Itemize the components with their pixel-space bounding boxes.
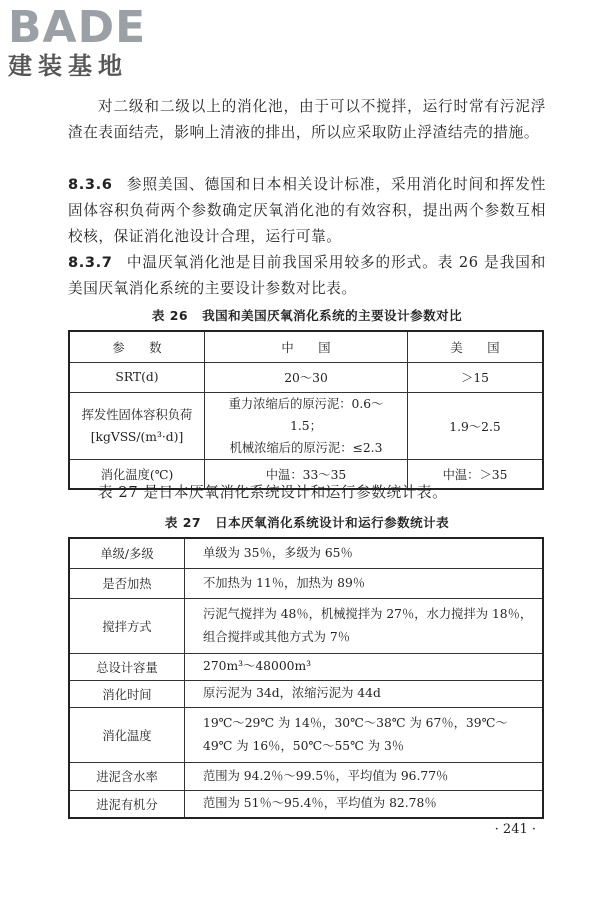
paragraph-text: 参照美国、德国和日本相关设计标准，采用消化时间和挥发性固体容积负荷两个参数确定厌氧消化池的有效容积，提出两个参数互相校核，保证消化池设计合理，运行可靠。 — [68, 176, 546, 245]
key-cell: 消化温度 — [69, 707, 185, 762]
table-row — [69, 762, 543, 790]
param-cell: 消化温度(℃) — [69, 459, 205, 489]
param-line: 挥发性固体容积负荷 — [81, 407, 193, 422]
section-number: 8.3.7 — [68, 254, 113, 271]
table-row — [69, 790, 543, 818]
paragraph-8-3-6 — [68, 172, 546, 250]
china-cell: 中温：33～35 — [205, 459, 408, 489]
china-cell — [205, 392, 408, 459]
value-cell: 范围为 94.2％～99.5％，平均值为 96.77％ — [185, 762, 544, 790]
paragraph-4 — [68, 480, 546, 506]
paragraph-text: 表 27 是日本厌氧消化系统设计和运行参数统计表。 — [98, 484, 448, 501]
paragraph-text: 对二级和二级以上的消化池，由于可以不搅拌，运行时常有污泥浮渣在表面结壳，影响上清液的排出，所以应采取防止浮渣结壳的措施。 — [68, 98, 546, 141]
table-row — [69, 362, 543, 392]
china-cell: 20～30 — [205, 362, 408, 392]
logo-subtitle: 建装基地 — [8, 52, 128, 80]
bade-logo — [8, 2, 178, 80]
table-row — [69, 538, 543, 568]
key-cell: 单级/多级 — [69, 538, 185, 568]
value-cell: 污泥气搅拌为 48％，机械搅拌为 27％，水力搅拌为 18％，组合搅拌或其他方式为 7％ — [185, 598, 544, 653]
key-cell: 消化时间 — [69, 680, 185, 707]
table-27 — [68, 537, 544, 819]
table-row — [69, 568, 543, 598]
param-cell — [69, 392, 205, 459]
value-cell: 270m³～48000m³ — [185, 653, 544, 680]
value-cell: 单级为 35％，多级为 65％ — [185, 538, 544, 568]
table-title: 日本厌氧消化系统设计和运行参数统计表 — [215, 515, 450, 530]
key-cell: 搅拌方式 — [69, 598, 185, 653]
param-unit: [kgVSS/(m³·d)] — [90, 429, 184, 444]
value-cell: 不加热为 11％，加热为 89％ — [185, 568, 544, 598]
value-cell: 原污泥为 34d，浓缩污泥为 44d — [185, 680, 544, 707]
logo-word: BADE — [8, 2, 147, 53]
paragraph-1 — [68, 94, 546, 146]
table-number: 表 26 — [151, 308, 189, 323]
key-cell: 总设计容量 — [69, 653, 185, 680]
table-number: 表 27 — [164, 515, 202, 530]
table-27-caption — [68, 513, 546, 531]
param-cell: SRT(d) — [69, 362, 205, 392]
value-cell: 范围为 51％～95.4％，平均值为 82.78％ — [185, 790, 544, 818]
table-26-caption — [68, 306, 546, 324]
table-row — [69, 598, 543, 653]
table-row — [69, 707, 543, 762]
table-row — [69, 392, 543, 459]
page-number: · 241 · — [494, 822, 536, 837]
usa-cell: ＞15 — [408, 362, 544, 392]
usa-cell: 1.9～2.5 — [408, 392, 544, 459]
table-row — [69, 680, 543, 707]
china-line: 重力浓缩后的原污泥：0.6～1.5； — [228, 396, 384, 433]
header-cell: 中 国 — [205, 331, 408, 362]
table-header-row — [69, 331, 543, 362]
usa-cell: 中温：＞35 — [408, 459, 544, 489]
paragraph-text: 中温厌氧消化池是目前我国采用较多的形式。表 26 是我国和美国厌氧消化系统的主要设计参数对比表。 — [68, 254, 546, 297]
section-number: 8.3.6 — [68, 176, 113, 193]
table-26 — [68, 330, 544, 490]
header-cell: 美 国 — [408, 331, 544, 362]
table-title: 我国和美国厌氧消化系统的主要设计参数对比 — [202, 308, 463, 323]
key-cell: 是否加热 — [69, 568, 185, 598]
china-line: 机械浓缩后的原污泥：≤2.3 — [229, 440, 383, 455]
paragraph-8-3-7 — [68, 250, 546, 302]
key-cell: 进泥含水率 — [69, 762, 185, 790]
key-cell: 进泥有机分 — [69, 790, 185, 818]
table-row — [69, 653, 543, 680]
header-cell: 参 数 — [69, 331, 205, 362]
value-cell: 19℃～29℃ 为 14％，30℃～38℃ 为 67％，39℃～49℃ 为 16％，50℃～55℃ 为 3％ — [185, 707, 544, 762]
